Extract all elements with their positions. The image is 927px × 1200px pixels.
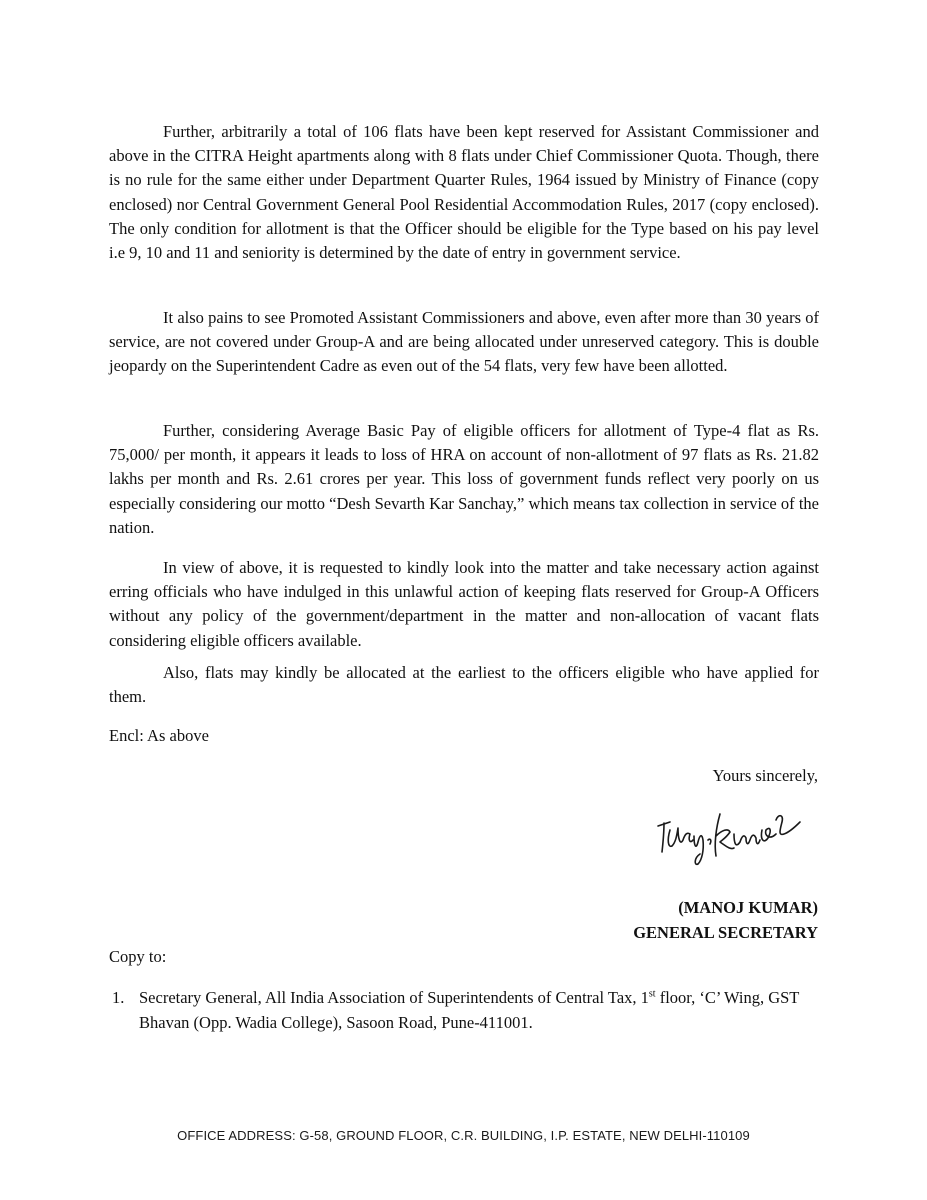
signatory-block — [633, 895, 818, 945]
paragraph-hra-loss: Further, considering Average Basic Pay of eligible officers for allotment of Type-4 flat as Rs. 75,000/ per month, it appears it leads to loss of HRA on account of non-allotment of 97 flats as Rs. 21.82 lakhs per month and Rs. 2.61 crores per year. This loss of government funds reflect very poorly on us especially considering our motto “Desh Sevarth Kar Sanchay,” which means tax collection in service of the nation. — [109, 421, 819, 537]
paragraph-allocate-flats: Also, flats may kindly be allocated at the earliest to the officers eligible who have applied for them. — [109, 663, 819, 707]
signatory-title: GENERAL SECRETARY — [633, 923, 818, 942]
copy-item-ordinal-suffix: st — [648, 988, 656, 1000]
handwritten-signature — [650, 800, 810, 870]
copy-item-number: 1. — [112, 988, 125, 1007]
enclosure-note: Encl: As above — [109, 726, 209, 745]
closing-salutation: Yours sincerely, — [712, 766, 818, 785]
office-address-footer: OFFICE ADDRESS: G-58, GROUND FLOOR, C.R. BUILDING, I.P. ESTATE, NEW DELHI-110109 — [177, 1128, 750, 1143]
paragraph-reserved-flats: Further, arbitrarily a total of 106 flats have been kept reserved for Assistant Commissioner and above in the CITRA Height apartments along with 8 flats under Chief Commissioner Quota. Though, there is no rule for the same either under Department Quarter Rules, 1964 issued by Ministry of Finance (copy enclosed) nor Central Government General Pool Residential Accommodation Rules, 2017 (copy enclosed). The only condition for allotment is that the Officer should be eligible for the Type based on his pay level i.e 9, 10 and 11 and seniority is determined by the date of entry in government service. — [109, 122, 819, 263]
copy-item-text — [139, 988, 799, 1032]
signatory-name: ( MANOJ KUMAR ) — [633, 895, 818, 920]
copy-to-label: Copy to: — [109, 947, 167, 966]
copy-item-text-part2: floor, ‘C’ Wing, GST Bhavan (Opp. Wadia College), Sasoon Road, Pune-411001. — [139, 988, 800, 1032]
paragraph-request-action: In view of above, it is requested to kindly look into the matter and take necessary action against erring officials who have indulged in this unlawful action of keeping flats reserved for Group-A Officers without any policy of the government/department in the matter and non-allocation of vacant flats considering eligible officers available. — [109, 558, 819, 650]
copy-item-text-part1: Secretary General, All India Association of Superintendents of Central Tax, 1 — [139, 988, 649, 1007]
paragraph-promoted-officers: It also pains to see Promoted Assistant Commissioners and above, even after more than 30 years of service, are not covered under Group-A and are being allocated under unreserved category. This is double jeopardy on the Superintendent Cadre as even out of the 54 flats, very few have been allotted. — [109, 308, 819, 376]
copy-list-item — [112, 985, 827, 1035]
